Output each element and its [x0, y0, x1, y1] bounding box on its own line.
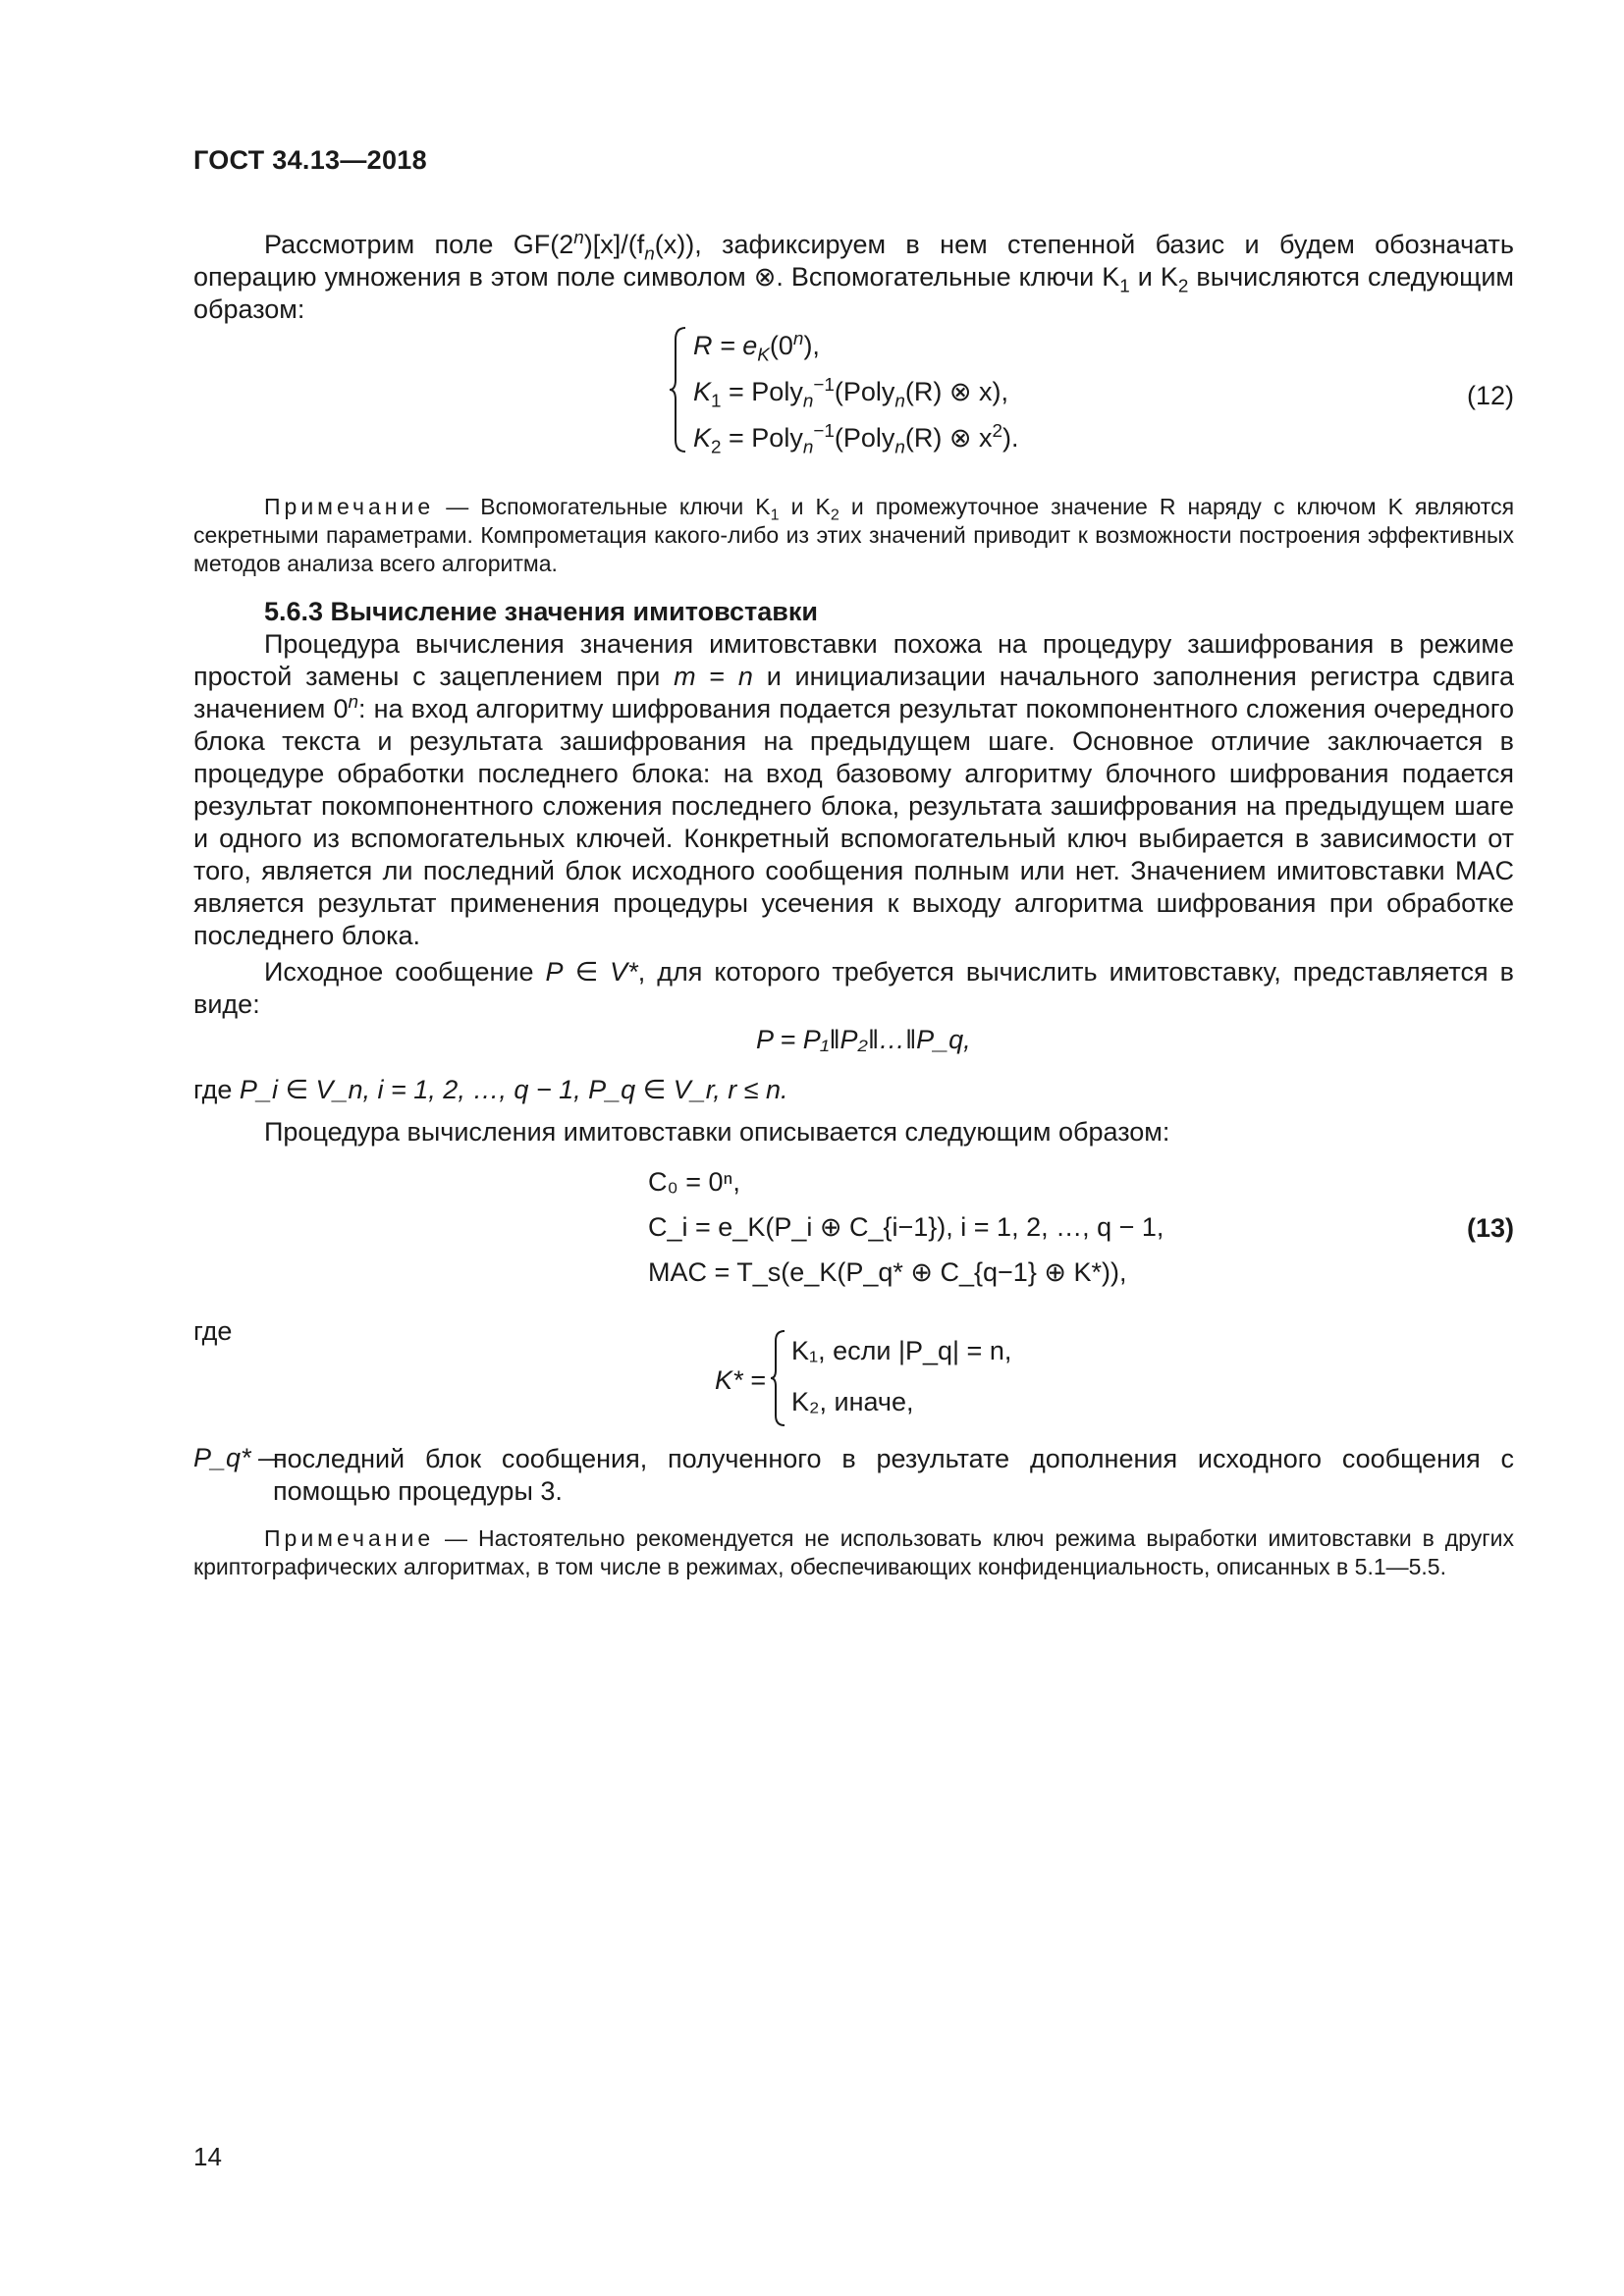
formula-13-line-1: C₀ = 0ⁿ,	[648, 1167, 740, 1197]
equation-number-12: (12)	[1466, 381, 1514, 410]
definition-text: последний блок сообщения, полученного в результате дополнения исходного сообщения с помощью процедуры 3.	[273, 1444, 1514, 1506]
formula-message-split: P = P₁‖P₂‖…‖P_q,	[756, 1025, 971, 1054]
page-number: 14	[193, 2142, 222, 2171]
document-code: ГОСТ 34.13—2018	[193, 145, 427, 175]
section-paragraph-1: Процедура вычисления значения имитовставки похожа на процедуру зашифрования в режиме простой замены с зацеплением при m = n и инициализации начального заполнения регистра сдвига значением 0$^n$: на вход алгоритму шифрования подается результат покомпонентного сложения очередного блока текста и результата зашифрования на предыдущем шаге. Основное отличие заключается в процедуре обработки последнего блока: на вход базовому алгоритму блочного шифрования подается результат покомпонентного сложения последнего блока, результата зашифрования на предыдущем шаге и одного из вспомогательных ключей. Конкретный вспомогательный ключ выбирается в зависимости от того, является ли последний блок исходного сообщения полным или нет. Значением имитовставки MAC является результат применения процедуры усечения к выходу алгоритма шифрования при обработке последнего блока.	[193, 629, 1514, 950]
kstar-case-1: K₁, если |P_q| = n,	[791, 1336, 1012, 1365]
formula-13-line-2: C_i = e_K(P_i ⊕ C_{i−1}), i = 1, 2, …, q − 1,	[648, 1212, 1164, 1242]
note-2: Примечание — Настоятельно рекомендуется не использовать ключ режима выработки имитовставки в других криптографических алгоритмах, в том числе в режимах, обеспечивающих конфиденциальность, описанных в 5.1—5.5.	[193, 1525, 1514, 1579]
kstar-symbol: K* =	[715, 1365, 766, 1395]
formula-13-line-3: MAC = T_s(e_K(P_q* ⊕ C_{q−1} ⊕ K*)),	[648, 1257, 1127, 1287]
formula-12-line-3: $K_2$ = Poly$_n^{-1}$(Poly$_n$(R) ⊗ $x^2$).	[693, 421, 1019, 458]
where-clause-2-label: где	[193, 1316, 233, 1346]
definition-term: P_q* —	[193, 1443, 286, 1472]
left-brace-icon	[668, 326, 689, 454]
note-1: Примечание — Вспомогательные ключи $K_1$ и $K_2$ и промежуточное значение R наряду с ключом K являются секретными параметрами. Компрометация какого-либо из этих значений приводит к возможности построения эффективных методов анализа всего алгоритма.	[193, 494, 1515, 576]
equation-number-13: (13)	[1466, 1213, 1514, 1243]
note-label: Примечание	[264, 494, 435, 519]
section-heading: 5.6.3 Вычисление значения имитовставки	[264, 597, 818, 626]
intro-paragraph: Рассмотрим поле $GF(2^n)[x]/(f_n(x))$, зафиксируем в нем степенной базис и будем обозначать операцию умножения в этом поле символом ⊗. Вспомогательные ключи $K_1$ и $K_2$ вычисляются следующим образом:	[193, 228, 1514, 324]
cases-brace-icon	[769, 1329, 788, 1427]
note-label: Примечание	[264, 1525, 435, 1551]
formula-12-line-2: $K_1$ = Poly$_n^{-1}$(Poly$_n$(R) ⊗ x),	[693, 375, 1009, 412]
section-paragraph-2: Исходное сообщение P ∈ V*, для которого требуется вычислить имитовставку, представляется в виде:	[193, 957, 1514, 1019]
procedure-intro: Процедура вычисления имитовставки описывается следующим образом:	[264, 1117, 1170, 1147]
formula-12-line-1: $R = e_K(0^n)$,	[693, 329, 820, 366]
where-clause-1: где P_i ∈ V_n, i = 1, 2, …, q − 1, P_q ∈ V_r, r ≤ n.	[193, 1075, 788, 1104]
kstar-case-2: K₂, иначе,	[791, 1387, 914, 1416]
